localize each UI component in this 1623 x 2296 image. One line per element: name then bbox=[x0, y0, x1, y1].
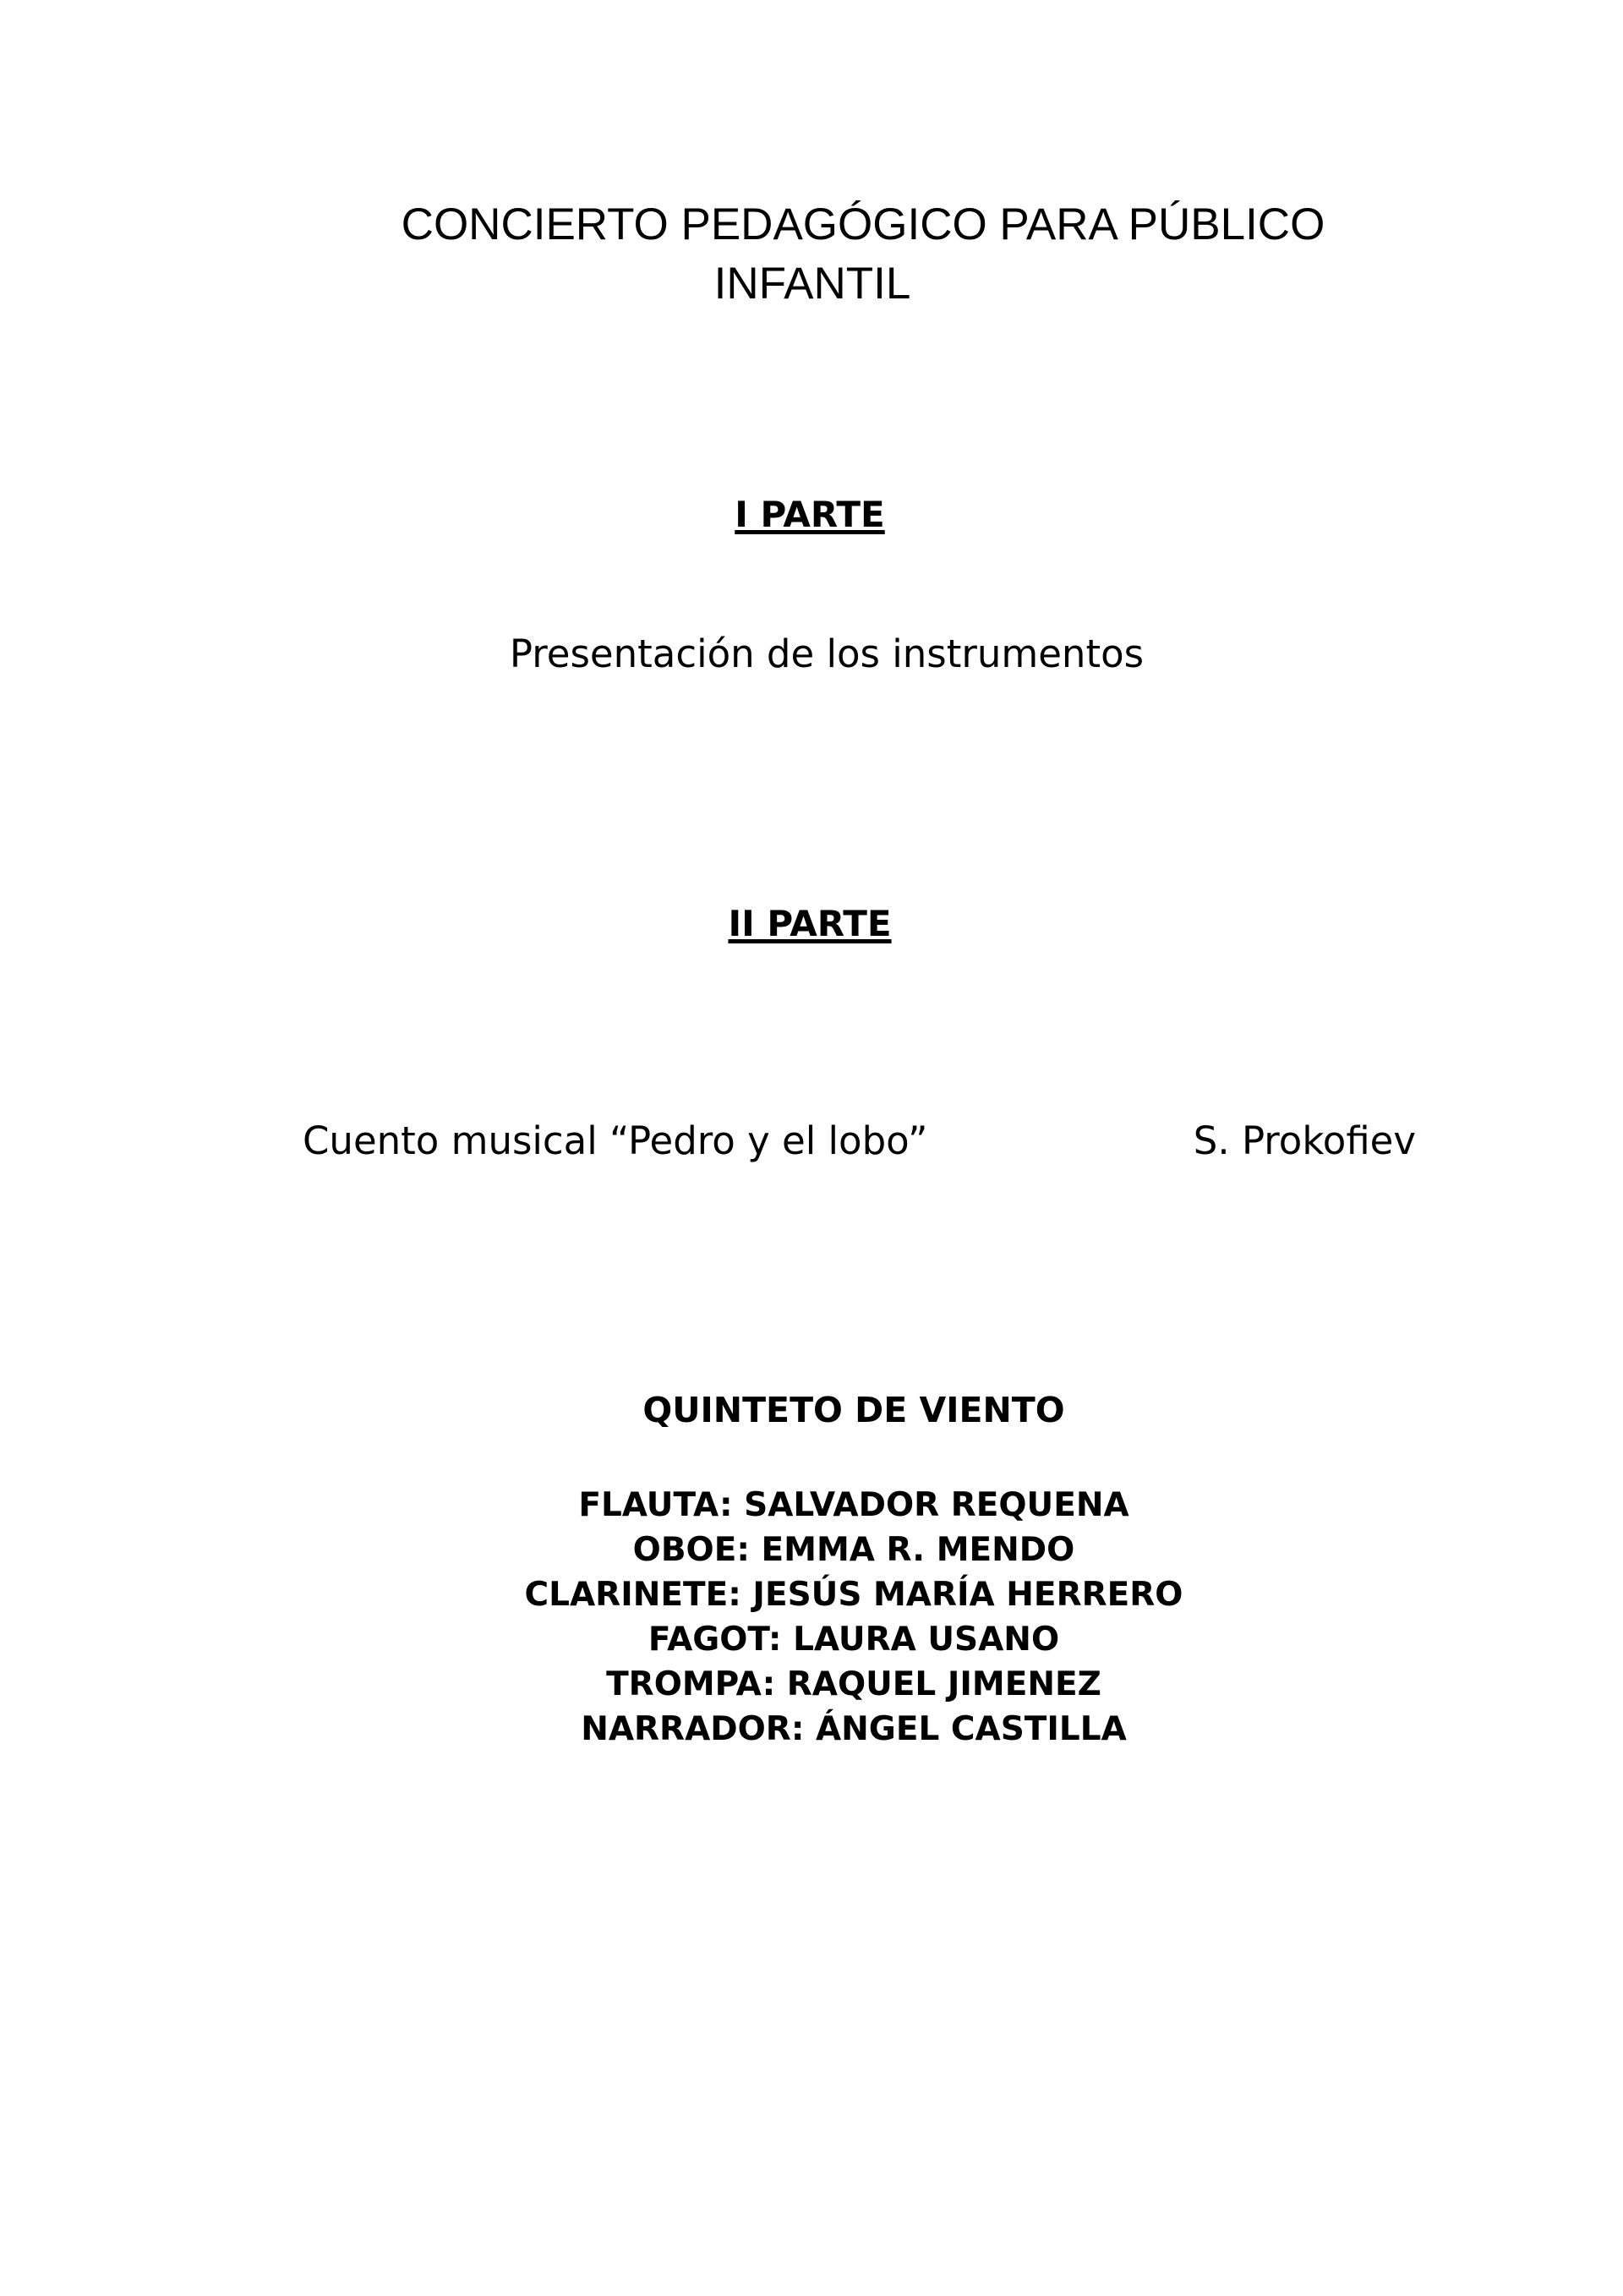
ensemble-member-flauta: FLAUTA: SALVADOR REQUENA bbox=[578, 1486, 1129, 1524]
part1-subtitle-text: Presentación de los instrumentos bbox=[509, 631, 1145, 676]
ensemble-member-trompa: TROMPA: RAQUEL JIMENEZ bbox=[606, 1665, 1101, 1703]
part2-heading bbox=[0, 903, 1623, 944]
part1-subtitle bbox=[0, 631, 1623, 676]
ensemble-member-narrador: NARRADOR: ÁNGEL CASTILLA bbox=[581, 1710, 1127, 1748]
ensemble-member-clarinete: CLARINETE: JESÚS MARÍA HERRERO bbox=[524, 1576, 1183, 1614]
composer-name: S. Prokofiev bbox=[1193, 1118, 1416, 1163]
document-title: CONCIERTO PEDAGÓGICO PARA PÚBLICO INFANTIL bbox=[401, 200, 1325, 309]
program-piece-row bbox=[303, 1118, 1416, 1163]
ensemble-member-oboe: OBOE: EMMA R. MENDO bbox=[632, 1531, 1075, 1569]
part2-heading-text: II PARTE bbox=[728, 903, 892, 944]
ensemble-heading-text: QUINTETO DE VIENTO bbox=[642, 1390, 1065, 1430]
part1-heading-text: I PARTE bbox=[735, 494, 885, 535]
part1-heading bbox=[0, 494, 1623, 535]
ensemble-members-list bbox=[0, 1483, 1623, 1752]
piece-title: Cuento musical “Pedro y el lobo” bbox=[303, 1118, 928, 1163]
ensemble-heading bbox=[0, 1390, 1623, 1430]
ensemble-member-fagot: FAGOT: LAURA USANO bbox=[648, 1621, 1060, 1659]
